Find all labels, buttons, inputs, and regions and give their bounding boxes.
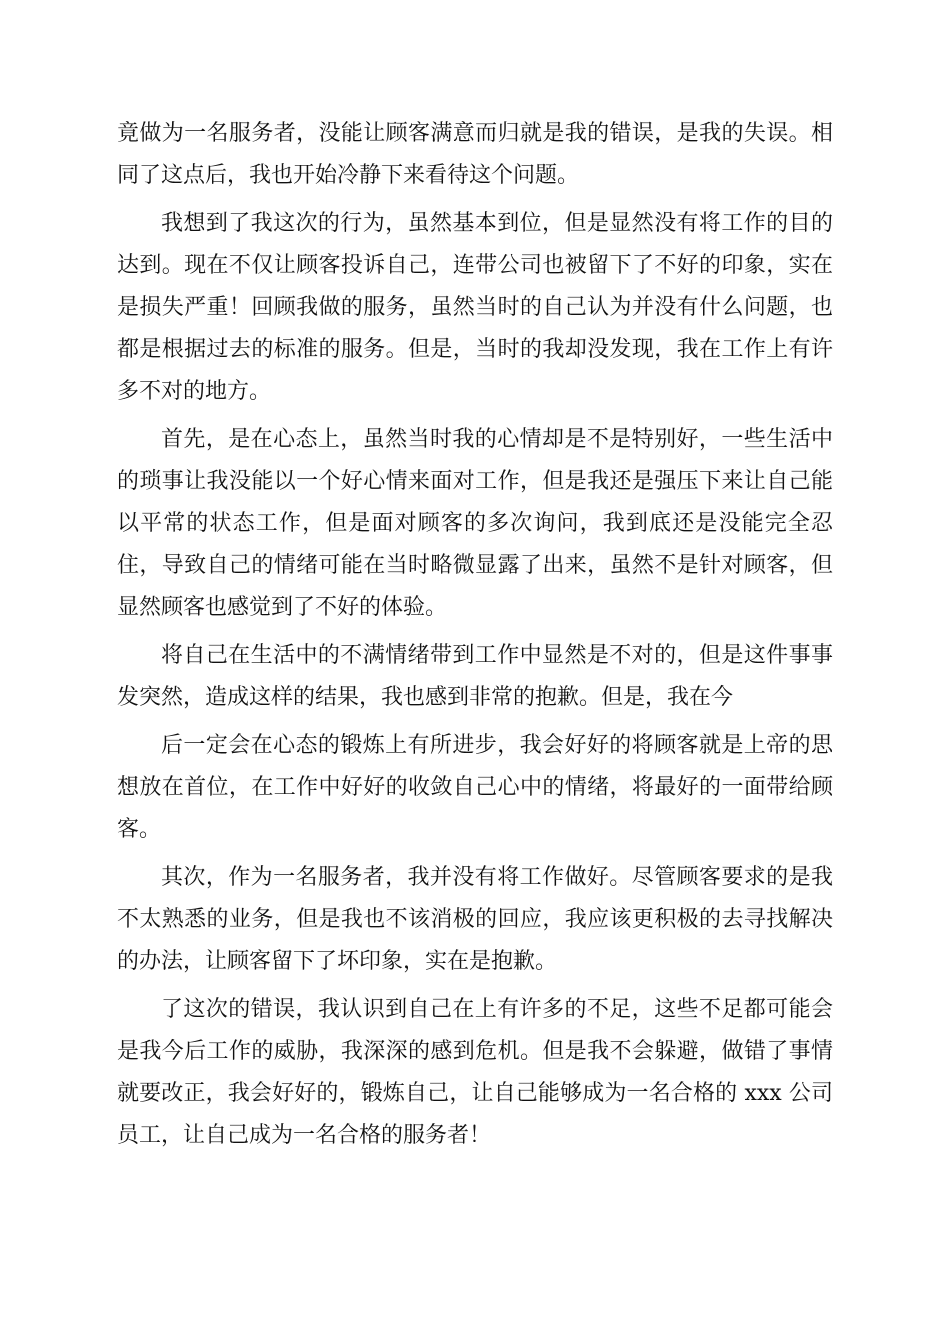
paragraph-5: 后一定会在心态的锻炼上有所进步，我会好好的将顾客就是上帝的思想放在首位，在工作中好好的收敛自己心中的情绪，将最好的一面带给顾客。 [117,733,833,842]
paragraph-1: 竟做为一名服务者，没能让顾客满意而归就是我的错误，是我的失误。相同了这点后，我也开始冷静下来看待这个问题。 [117,121,833,188]
paragraph-7: 了这次的错误，我认识到自己在上有许多的不足，这些不足都可能会是我今后工作的威胁，我深深的感到危机。但是我不会躲避，做错了事情就要改正，我会好好的，锻炼自己，让自己能够成为一名合格的 xxx 公司员工，让自己成为一名合格的服务者！ [117,997,833,1148]
document-body [117,113,833,1157]
paragraph-4: 将自己在生活中的不满情绪带到工作中显然是不对的，但是这件事事发突然，造成这样的结果，我也感到非常的抱歉。但是，我在今 [117,643,833,710]
paragraph-6: 其次，作为一名服务者，我并没有将工作做好。尽管顾客要求的是我不太熟悉的业务，但是我也不该消极的回应，我应该更积极的去寻找解决的办法，让顾客留下了坏印象，实在是抱歉。 [117,865,833,974]
paragraph-3: 首先，是在心态上，虽然当时我的心情却是不是特别好，一些生活中的琐事让我没能以一个好心情来面对工作，但是我还是强压下来让自己能以平常的状态工作，但是面对顾客的多次询问，我到底还是没能完全忍住，导致自己的情绪可能在当时略微显露了出来，虽然不是针对顾客，但显然顾客也感觉到了不好的体验。 [117,427,833,620]
paragraph-2: 我想到了我这次的行为，虽然基本到位，但是显然没有将工作的目的达到。现在不仅让顾客投诉自己，连带公司也被留下了不好的印象，实在是损失严重！回顾我做的服务，虽然当时的自己认为并没有什么问题，也都是根据过去的标准的服务。但是，当时的我却没发现，我在工作上有许多不对的地方。 [117,211,833,404]
